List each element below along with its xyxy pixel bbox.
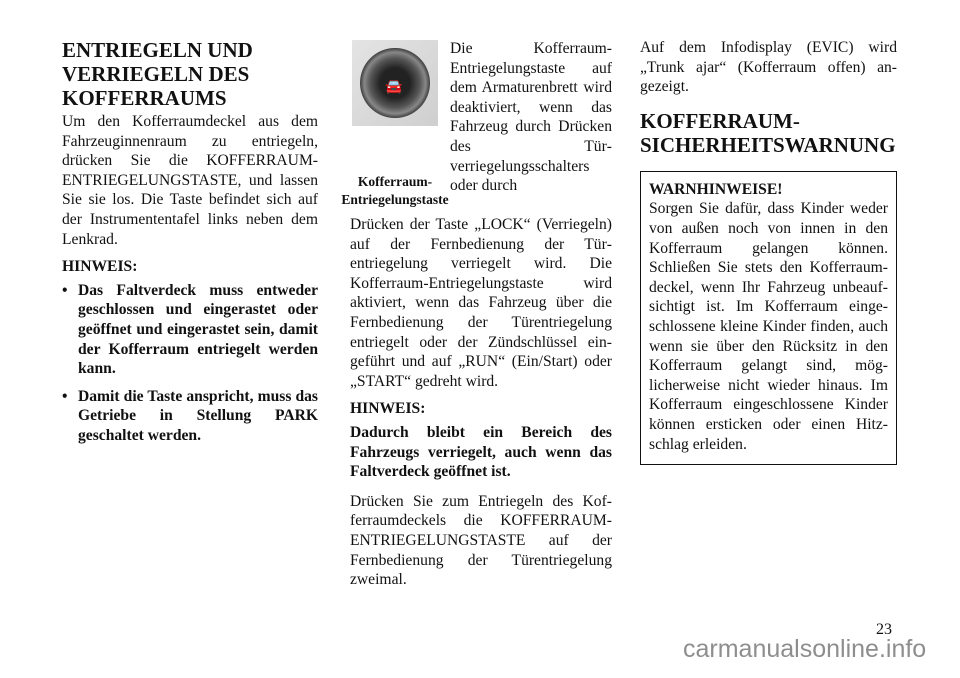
intro-paragraph: Um den Kofferraumdeckel aus dem Fahrzeuginnenraum zu entriegeln, drücken Sie die KOFFERRAUM-ENTRIEGELUNGSTASTE, und lassen Sie sie los. Die Taste befindet sich auf der Instrumententafel links neben dem Lenkrad. bbox=[62, 113, 318, 248]
column-2 bbox=[350, 215, 612, 590]
note-list bbox=[62, 281, 318, 446]
trunk-release-button-image bbox=[352, 40, 438, 126]
car-icon: 🚘 bbox=[385, 80, 403, 95]
note-text: Dadurch bleibt ein Bereich des Fahrzeugs verriegelt, auch wenn das Faltverdeck geöffnet ist. bbox=[350, 423, 612, 481]
side-paragraph: Die Kofferraum-Entriegelungstaste auf dem Armaturenbrett wird deaktiviert, wenn das Fahrzeug durch Drücken des Türverriegelungsschalters oder durch bbox=[450, 40, 612, 195]
unlock-paragraph: Drücken Sie zum Entriegeln des Kofferraumdeckels die KOFFERRAUM-ENTRIEGELUNGSTASTE auf der Fernbedienung der Türentriegelung zweimal. bbox=[350, 492, 612, 589]
section-heading: KOFFERRAUM-SICHERHEITSWARNUNG bbox=[640, 108, 896, 157]
warning-box bbox=[640, 171, 897, 465]
list-item: • Das Faltverdeck muss entweder geschlossen und eingerastet oder geöffnet und eingerastet sein, damit der Kofferraum entriegelt werden kann. bbox=[62, 281, 318, 379]
lock-paragraph: Drücken der Taste „LOCK“ (Verriegeln) auf der Fernbedienung der Türentriegelung verriegelt wird. Die Kofferraum-Entriegelungstaste wird aktiviert, wenn das Fahrzeug über die Fernbedienung der Türentriegelung entriegelt oder der Zündschlüssel eingeführt und auf „RUN“ (Ein/Start) oder „START“ gedreht wird. bbox=[350, 216, 612, 390]
figure-side-text bbox=[450, 39, 612, 196]
watermark: carmanualsonline.info bbox=[683, 635, 927, 663]
warning-label: WARNHINWEISE! bbox=[649, 180, 783, 198]
list-item: • Damit die Taste anspricht, muss das Getriebe in Stellung PARK geschaltet werden. bbox=[62, 387, 318, 446]
note-label: HINWEIS: bbox=[350, 400, 426, 418]
warning-text: Sorgen Sie dafür, dass Kinder weder von außen noch von innen in den Kofferraum gelangen können. Schließen Sie stets den Kofferraumdeckel, wenn Ihr Fahrzeug unbeaufsichtigt ist. Im Kofferraum eingeschlossene kleine Kinder finden, auch wenn sie über den Rücksitz in den Kofferraum gelangt sind, möglicherweise nicht wieder hinaus. Im Kofferraum eingeschlossene Kinder können ersticken oder einen Hitzschlag erleiden. bbox=[649, 200, 888, 453]
column-3 bbox=[640, 38, 897, 465]
column-1 bbox=[62, 38, 318, 454]
section-heading: ENTRIEGELN UND VERRIEGELN DES KOFFERRAUMS bbox=[62, 38, 253, 110]
evic-paragraph: Auf dem Infodisplay (EVIC) wird „Trunk ajar“ (Kofferraum offen) angezeigt. bbox=[640, 39, 897, 96]
figure-caption: Kofferraum-Entriegelungstaste bbox=[341, 174, 449, 207]
page-number: 23 bbox=[876, 621, 892, 638]
note-label: HINWEIS: bbox=[62, 258, 138, 276]
trunk-release-figure bbox=[341, 40, 449, 207]
